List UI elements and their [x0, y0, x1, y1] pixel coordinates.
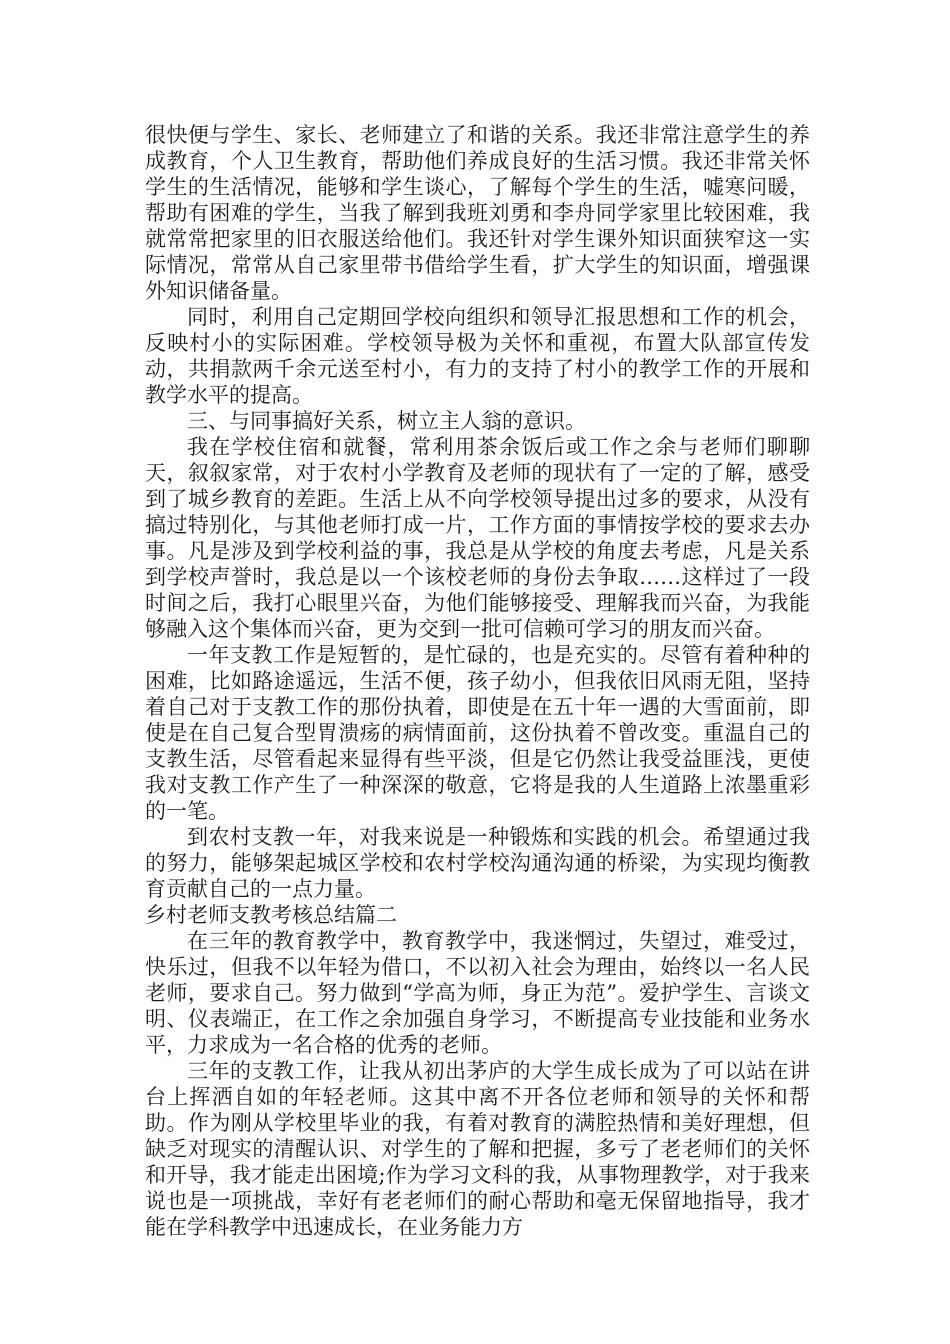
paragraph: 在三年的教育教学中，教育教学中，我迷惘过，失望过，难受过，快乐过，但我不以年轻为借口，不以初入社会为理由，始终以一名人民老师，要求自己。努力做到“学高为师，身正为范”。爱护学生、言谈文明、仪表端正，在工作之余加强自身学习，不断提高专业技能和业务水平，力求成为一名合格的优秀的老师。	[145, 929, 810, 1057]
section-title: 乡村老师支教考核总结篇二	[145, 903, 397, 927]
paragraph: 我在学校住宿和就餐，常利用茶余饭后或工作之余与老师们聊聊天，叙叙家常，对于农村小学教育及老师的现状有了一定的了解，感受到了城乡教育的差距。生活上从不向学校领导提出过多的要求，从没有搞过特别化，与其他老师打成一片，工作方面的事情按学校的要求去办事。凡是涉及到学校利益的事，我总是从学校的角度去考虑，凡是关系到学校声誉时，我总是以一个该校老师的身份去争取……这样过了一段时间之后，我打心眼里兴奋，为他们能够接受、理解我而兴奋，为我能够融入这个集体而兴奋，更为交到一批可信赖可学习的朋友而兴奋。	[145, 435, 810, 641]
document-page	[145, 122, 810, 1240]
subheading: 三、与同事搞好关系，树立主人翁的意识。	[187, 409, 586, 433]
paragraph: 到农村支教一年，对我来说是一种锻炼和实践的机会。希望通过我的努力，能够架起城区学校和农村学校沟通沟通的桥梁，为实现均衡教育贡献自己的一点力量。	[145, 825, 810, 901]
paragraph: 三年的支教工作，让我从初出茅庐的大学生成长成为了可以站在讲台上挥洒自如的年轻老师。这其中离不开各位老师和领导的关怀和帮助。作为刚从学校里毕业的我，有着对教育的满腔热情和美好理想，但缺乏对现实的清醒认识、对学生的了解和把握，多亏了老老师们的关怀和开导，我才能走出困境;作为学习文科的我，从事物理教学，对于我来说也是一项挑战，幸好有老老师们的耐心帮助和毫无保留地指导，我才能在学科教学中迅速成长，在业务能力方	[145, 1059, 810, 1239]
paragraph: 一年支教工作是短暂的，是忙碌的，也是充实的。尽管有着种种的困难，比如路途遥远，生活不便，孩子幼小，但我依旧风雨无阻，坚持着自己对于支教工作的那份执着，即使是在五十年一遇的大雪面前，即使是在自己复合型胃溃疡的病情面前，这份执着不曾改变。重温自己的支教生活，尽管看起来显得有些平淡，但是它仍然让我受益匪浅，更使我对支教工作产生了一种深深的敬意，它将是我的人生道路上浓墨重彩的一笔。	[145, 643, 810, 823]
paragraph: 同时，利用自己定期回学校向组织和领导汇报思想和工作的机会，反映村小的实际困难。学校领导极为关怀和重视，布置大队部宣传发动，共捐款两千余元送至村小，有力的支持了村小的教学工作的开展和教学水平的提高。	[145, 305, 810, 407]
paragraph-continued: 很快便与学生、家长、老师建立了和谐的关系。我还非常注意学生的养成教育，个人卫生教育，帮助他们养成良好的生活习惯。我还非常关怀学生的生活情况，能够和学生谈心，了解每个学生的生活，嘘寒问暖，帮助有困难的学生，当我了解到我班刘勇和李舟同学家里比较困难，我就常常把家里的旧衣服送给他们。我还针对学生课外知识面狭窄这一实际情况，常常从自己家里带书借给学生看，扩大学生的知识面，增强课外知识储备量。	[145, 123, 810, 303]
